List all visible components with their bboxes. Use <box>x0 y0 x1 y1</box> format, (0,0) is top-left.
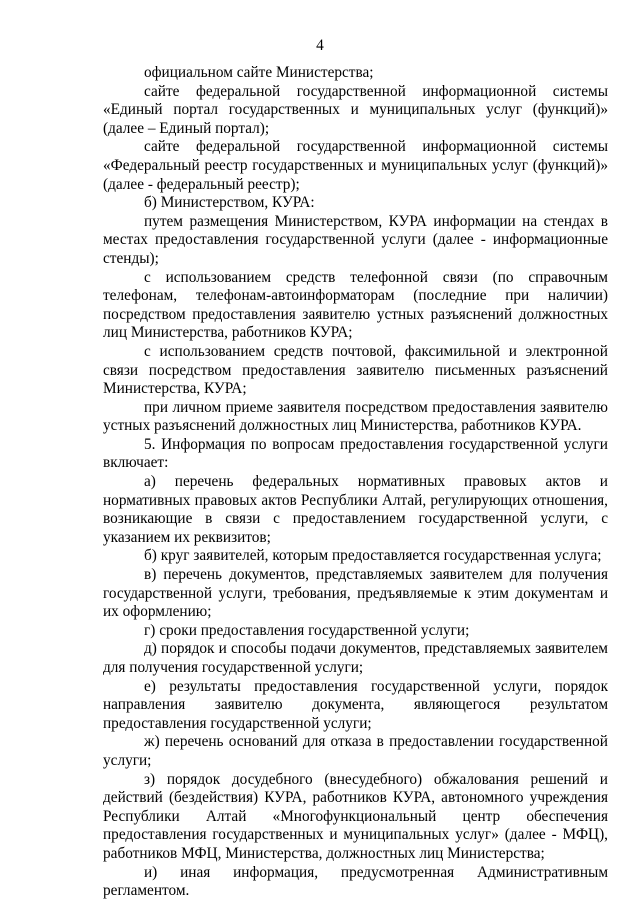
paragraph: з) порядок досудебного (внесудебного) обжалования решений и действий (бездействия) КУРА, работников КУРА, автономного учреждения Республики Алтай «Многофункциональный центр обеспечения предоставления государственных и муниципальных услуг» (далее - МФЦ), работников МФЦ, Министерства, должностных лиц Министерства; <box>103 770 608 862</box>
paragraph: сайте федеральной государственной информационной системы «Единый портал государственных и муниципальных услуг (функций)» (далее – Единый портал); <box>103 82 608 137</box>
paragraph: официальном сайте Министерства; <box>144 64 374 81</box>
paragraph: а) перечень федеральных нормативных правовых актов и нормативных правовых актов Республики Алтай, регулирующих отношения, возникающие в связи с предоставлением государственной услуги, с указанием их реквизитов; <box>103 473 608 546</box>
paragraph: с использованием средств телефонной связи (по справочным телефонам, телефонам-автоинформаторам (последние при наличии) посредством предоставления заявителю устных разъяснений должностных лиц Министерства, работников КУРА; <box>103 268 608 342</box>
body-text <box>103 64 608 901</box>
paragraph: д) порядок и способы подачи документов, представляемых заявителем для получения государственной услуги; <box>103 640 608 676</box>
paragraph: б) Министерством, КУРА: <box>144 194 315 212</box>
paragraph: е) результаты предоставления государственной услуги, порядок направления заявителю документа, являющегося результатом предоставления государственной услуги; <box>103 677 608 732</box>
paragraph: с использованием средств почтовой, факсимильной и электронной связи посредством предоставления заявителю письменных разъяснений Министерства, КУРА; <box>103 342 608 398</box>
paragraph: г) сроки предоставления государственной услуги; <box>144 621 470 639</box>
paragraph: и) иная информация, предусмотренная Административным регламентом. <box>103 863 608 900</box>
paragraph: б) круг заявителей, которым предоставляется государственная услуга; <box>144 547 602 565</box>
paragraph: 5. Информация по вопросам предоставления государственной услуги включает: <box>103 435 608 472</box>
paragraph: при личном приеме заявителя посредством предоставления заявителю устных разъяснений должностных лиц Министерства, работников КУРА. <box>103 398 608 435</box>
paragraph: в) перечень документов, представляемых заявителем для получения государственной услуги, требования, предъявляемые к этим документам и их оформлению; <box>103 566 608 621</box>
paragraph: путем размещения Министерством, КУРА информации на стендах в местах предоставления государственной услуги (далее - информационные стенды); <box>103 212 608 267</box>
page-number: 4 <box>316 37 324 54</box>
paragraph: сайте федеральной государственной информационной системы «Федеральный реестр государственных и муниципальных услуг (функций)» (далее - федеральный реестр); <box>103 138 608 193</box>
paragraph: ж) перечень оснований для отказа в предоставлении государственной услуги; <box>103 733 608 769</box>
